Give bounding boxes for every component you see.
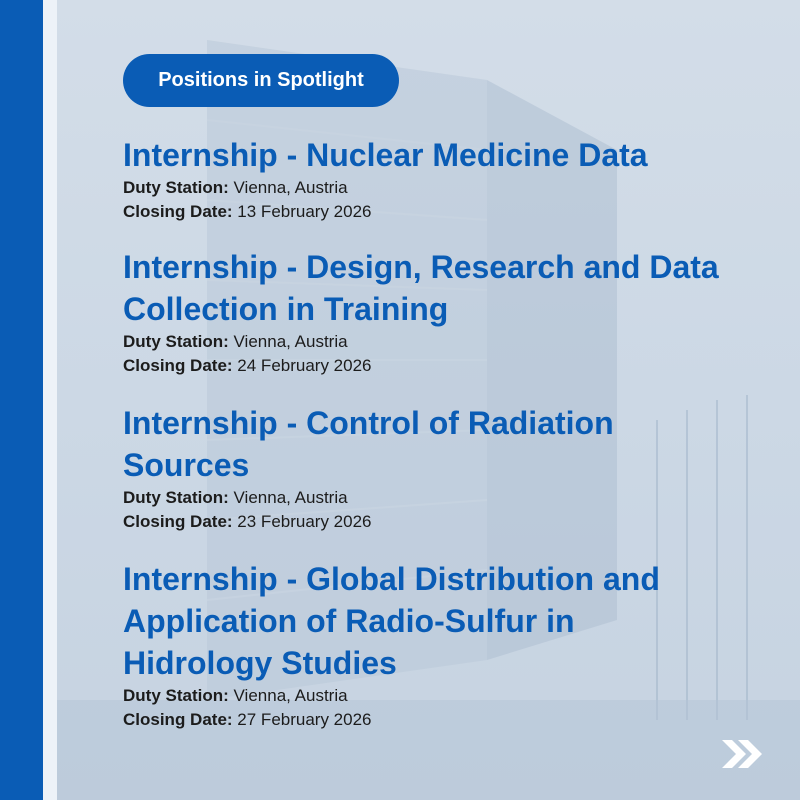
duty-station-value: Vienna, Austria (233, 488, 348, 507)
job-duty-station (123, 330, 723, 354)
duty-station-label: Duty Station: (123, 686, 229, 705)
duty-station-value: Vienna, Austria (233, 332, 348, 351)
closing-date-label: Closing Date: (123, 202, 233, 221)
job-duty-station (123, 486, 723, 510)
job-listing[interactable] (123, 558, 723, 732)
closing-date-value: 27 February 2026 (237, 710, 372, 729)
closing-date-value: 13 February 2026 (237, 202, 372, 221)
job-listing[interactable] (123, 402, 723, 534)
closing-date-label: Closing Date: (123, 356, 233, 375)
closing-date-value: 24 February 2026 (237, 356, 372, 375)
job-closing-date (123, 200, 723, 224)
job-title[interactable]: Internship - Global Distribution and Application of Radio-Sulfur in Hidrology Studies (123, 561, 660, 681)
job-title[interactable]: Internship - Control of Radiation Sources (123, 405, 614, 483)
job-duty-station (123, 684, 723, 708)
closing-date-label: Closing Date: (123, 710, 233, 729)
job-closing-date (123, 354, 723, 378)
duty-station-value: Vienna, Austria (233, 178, 348, 197)
job-closing-date (123, 510, 723, 534)
closing-date-label: Closing Date: (123, 512, 233, 531)
duty-station-label: Duty Station: (123, 488, 229, 507)
duty-station-label: Duty Station: (123, 332, 229, 351)
job-title[interactable]: Internship - Nuclear Medicine Data (123, 137, 648, 173)
duty-station-label: Duty Station: (123, 178, 229, 197)
closing-date-value: 23 February 2026 (237, 512, 372, 531)
job-closing-date (123, 708, 723, 732)
job-listing[interactable] (123, 134, 723, 224)
job-listing[interactable] (123, 246, 723, 378)
duty-station-value: Vienna, Austria (233, 686, 348, 705)
positions-spotlight-badge: Positions in Spotlight (123, 54, 399, 107)
job-title[interactable]: Internship - Design, Research and Data Collection in Training (123, 249, 719, 327)
job-duty-station (123, 176, 723, 200)
double-chevron-right-icon[interactable] (720, 738, 766, 770)
